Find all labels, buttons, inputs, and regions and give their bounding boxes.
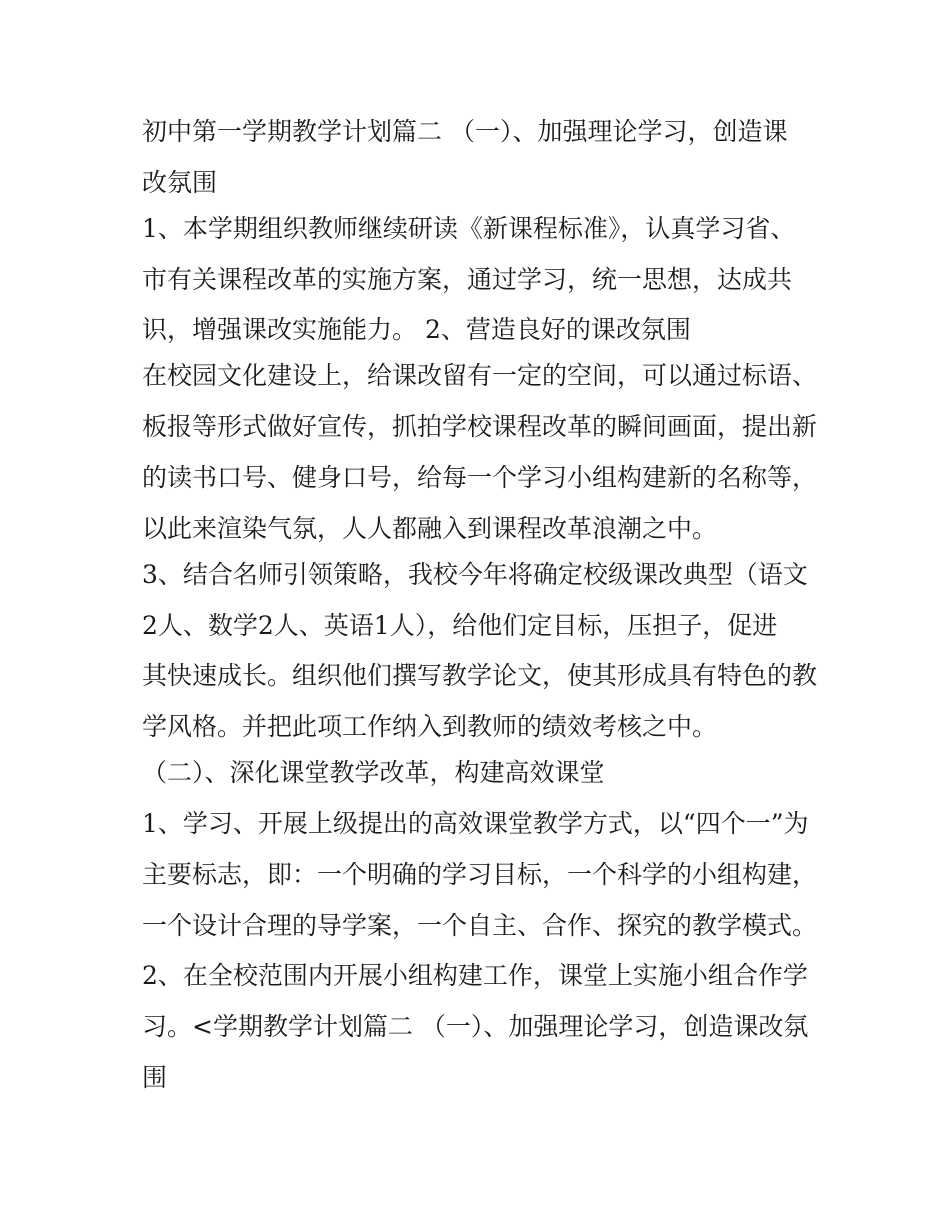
text-line: 1、学习、开展上级提出的高效课堂教学方式，以“四个一”为 — [142, 808, 809, 838]
text-line: 主要标志，即：一个明确的学习目标，一个科学的小组构建， — [142, 859, 818, 889]
text-line: 初中第一学期教学计划篇二 （一）、加强理论学习，创造课 — [142, 117, 788, 146]
text-line: 2、在全校范围内开展小组构建工作，课堂上实施小组合作学 — [142, 961, 808, 991]
text-line: 3、结合名师引领策略，我校今年将确定校级课改典型（语文 — [142, 559, 808, 589]
text-line: 板报等形式做好宣传，抓拍学校课程改革的瞬间画面，提出新 — [142, 412, 818, 442]
text-line: 识，增强课改实施能力。 2、营造良好的课改氛围 — [142, 315, 691, 345]
text-line: 在校园文化建设上，给课改留有一定的空间，可以通过标语、 — [142, 361, 818, 391]
text-line: 围 — [142, 1062, 168, 1092]
text-line: 其快速成长。组织他们撰写教学论文，使其形成具有特色的教 — [142, 661, 818, 691]
text-line: 市有关课程改革的实施方案，通过学习，统一思想，达成共 — [142, 264, 793, 294]
text-line: 2人、数学2人、英语1人），给他们定目标，压担子，促进 — [142, 610, 778, 640]
text-line: 一个设计合理的导学案，一个自主、合作、探究的教学模式。 — [142, 910, 818, 940]
text-line: 的读书口号、健身口号，给每一个学习小组构建新的名称等， — [142, 462, 818, 492]
text-line: 学风格。并把此项工作纳入到教师的绩效考核之中。 — [142, 712, 718, 742]
text-line: （二）、深化课堂教学改革，构建高效课堂 — [142, 758, 605, 788]
text-line: 习。<学期教学计划篇二 （一）、加强理论学习，创造课改氛 — [142, 1012, 809, 1042]
text-line: 改氛围 — [142, 167, 218, 197]
text-line: 以此来渲染气氛，人人都融入到课程改革浪潮之中。 — [142, 513, 718, 543]
document-body — [142, 107, 822, 1104]
text-line: 1、本学期组织教师继续研读《新课程标准》，认真学习省、 — [142, 213, 796, 243]
